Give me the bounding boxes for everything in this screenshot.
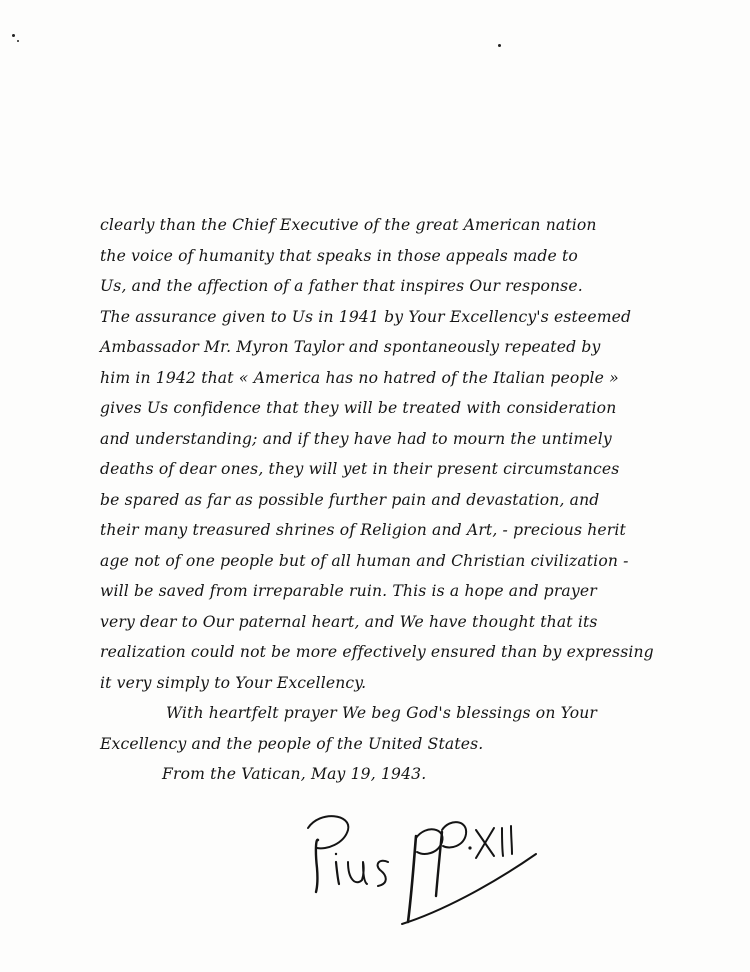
- letter-line: The assurance given to Us in 1941 by Your Excellency's esteemed: [100, 307, 632, 326]
- margin-speck: [17, 40, 19, 42]
- letter-line: will be saved from irreparable ruin. This is a hope and prayer: [100, 582, 597, 600]
- letter-line: clearly than the Chief Executive of the great American nation: [100, 216, 597, 234]
- letter-line: deaths of dear ones, they will yet in their present circumstances: [100, 460, 620, 478]
- letter-line: be spared as far as possible further pain and devastation, and: [100, 490, 600, 509]
- letter-line: their many treasured shrines of Religion and Art, - precious herit: [100, 521, 626, 539]
- closing-line: Excellency and the people of the United States.: [100, 734, 484, 753]
- letter-line: Ambassador Mr. Myron Taylor and spontaneously repeated by: [100, 338, 601, 356]
- letter-line: the voice of humanity that speaks in those appeals made to: [100, 246, 578, 265]
- letter-line: it very simply to Your Excellency.: [100, 673, 367, 692]
- margin-speck: [12, 34, 15, 37]
- letter-line: gives Us confidence that they will be treated with consideration: [100, 399, 617, 417]
- letter-line: very dear to Our paternal heart, and We have thought that its: [100, 612, 598, 631]
- closing-line: With heartfelt prayer We beg God's blessings on Your: [166, 704, 598, 722]
- letter-line: Us, and the affection of a father that inspires Our response.: [100, 277, 583, 295]
- letter-line: him in 1942 that « America has no hatred of the Italian people »: [100, 368, 619, 387]
- letter-body: [100, 210, 670, 790]
- letter-line: realization could not be more effectively ensured than by expressing: [100, 643, 654, 661]
- letter-line: age not of one people but of all human and Christian civilization -: [100, 551, 629, 570]
- letter-line: and understanding; and if they have had to mourn the untimely: [100, 429, 612, 448]
- margin-speck: [498, 44, 501, 47]
- dateline: From the Vatican, May 19, 1943.: [162, 765, 427, 783]
- signature-icon: [290, 800, 560, 930]
